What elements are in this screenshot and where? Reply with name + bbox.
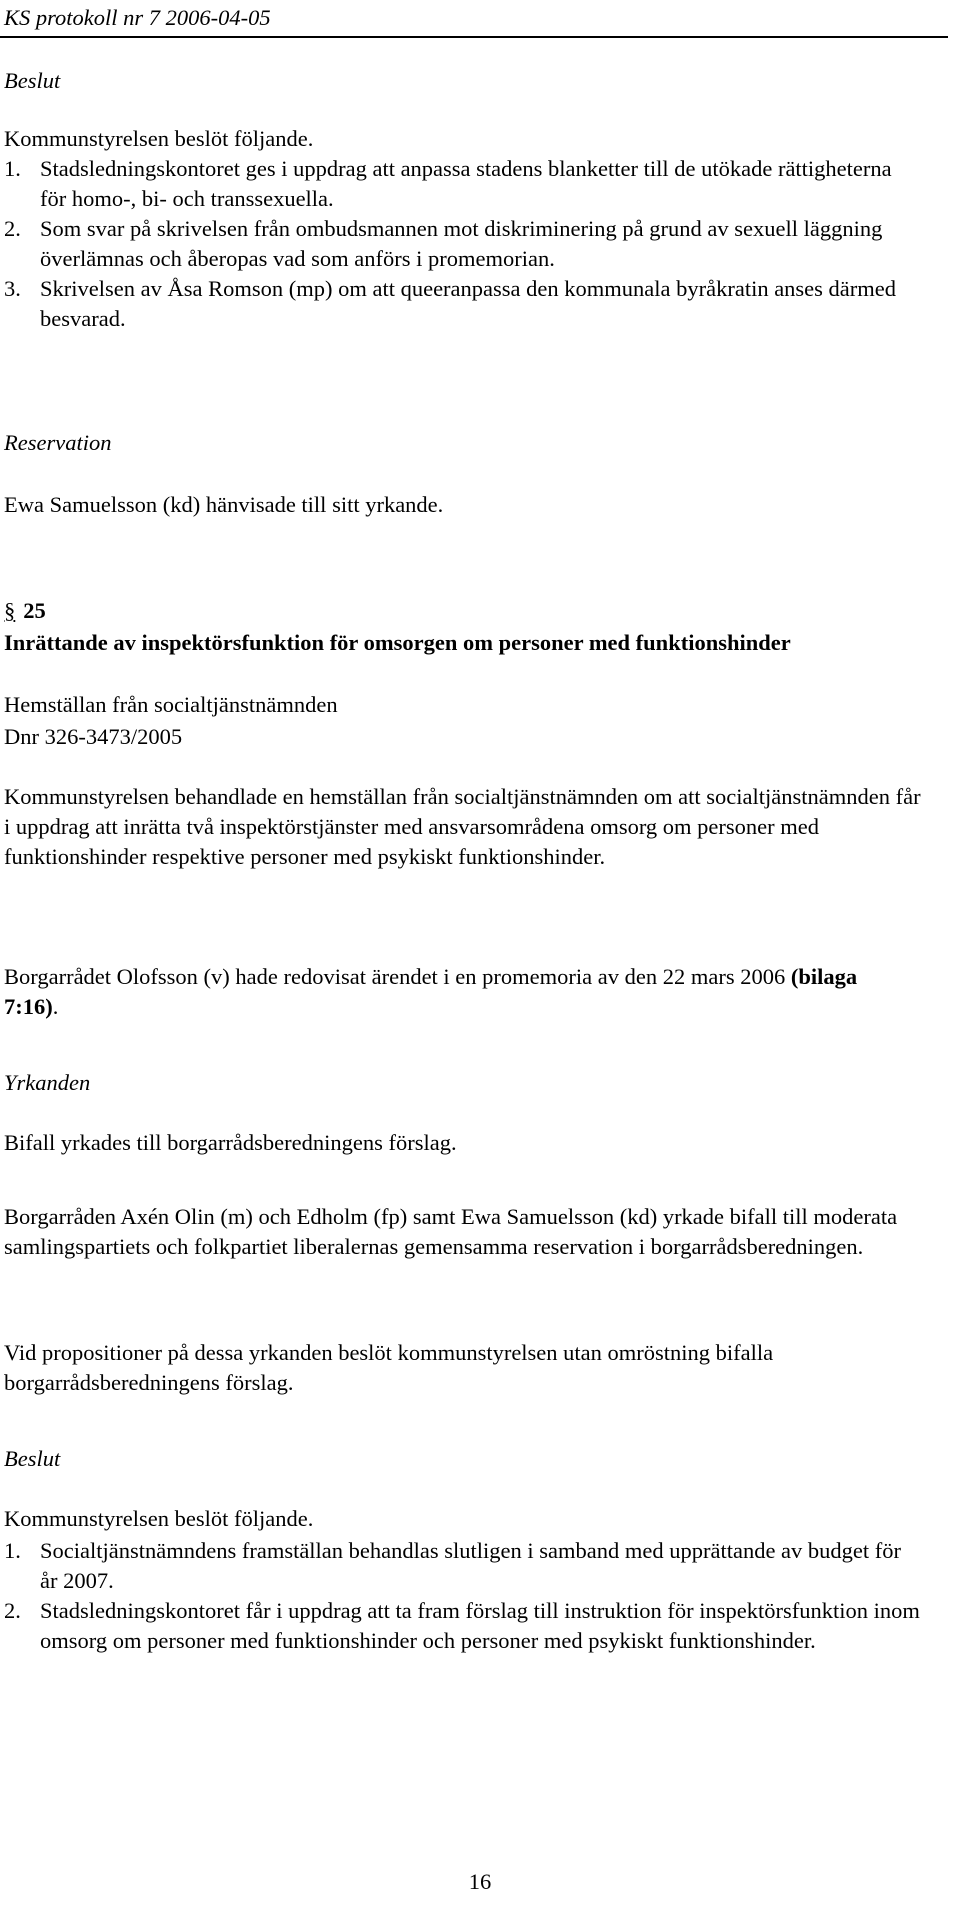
list-item-text: Stadsledningskontoret ges i uppdrag att anpassa stadens blanketter till de utökade rättigheterna för homo-, bi- och transsexuella. (40, 156, 892, 211)
list-item-text: Socialtjänstnämndens framställan behandlas slutligen i samband med upprättande av budget för år 2007. (40, 1538, 902, 1593)
section-number-line (4, 596, 944, 626)
list-item (4, 1596, 924, 1656)
claims-paragraph: Bifall yrkades till borgarrådsberedningens förslag. (4, 1130, 457, 1155)
claims-paragraph: Borgarråden Axén Olin (m) och Edholm (fp) samt Ewa Samuelsson (kd) yrkade bifall till moderata samlingspartiets och folkpartiet liberalernas gemensamma reservation i borgarrådsberedningen. (4, 1204, 898, 1259)
reservation-heading: Reservation (4, 430, 112, 455)
decision-list (4, 154, 904, 334)
decision-heading: Beslut (4, 68, 61, 93)
list-item-number: 1. (4, 156, 21, 181)
decision-intro: Kommunstyrelsen beslöt följande. (4, 1506, 314, 1531)
decision-list (4, 1536, 924, 1656)
decision-heading: Beslut (4, 1446, 61, 1471)
list-item-text: Skrivelsen av Åsa Romson (mp) om att queeranpassa den kommunala byråkratin anses därmed besvarad. (40, 276, 897, 331)
claims-heading: Yrkanden (4, 1070, 91, 1095)
decision-intro: Kommunstyrelsen beslöt följande. (4, 126, 314, 151)
paragraph-end: . (52, 994, 59, 1019)
paragraph-text: Borgarrådet Olofsson (v) hade redovisat ärendet i en promemoria av den 22 mars 2006 (4, 964, 791, 989)
section-dnr: Dnr 326-3473/2005 (4, 724, 183, 749)
attachment-reference: (bilaga 7:16) (4, 964, 858, 1019)
section-subtitle: Hemställan från socialtjänstnämnden (4, 692, 338, 717)
list-item (4, 1536, 924, 1596)
header-divider (0, 36, 948, 38)
list-item-text: Stadsledningskontoret får i uppdrag att ta fram förslag till instruktion för inspektörsfunktion inom omsorg om personer med funktionshinder och personer med psykiskt funktionshinder. (40, 1598, 920, 1653)
list-item (4, 154, 904, 214)
list-item-number: 2. (4, 1598, 21, 1623)
section-title: Inrättande av inspektörsfunktion för omsorgen om personer med funktionshinder (4, 630, 791, 655)
page-header: KS protokoll nr 7 2006-04-05 (4, 5, 271, 30)
body-paragraph (4, 962, 884, 1022)
reservation-text: Ewa Samuelsson (kd) hänvisade till sitt yrkande. (4, 492, 444, 517)
list-item-text: Som svar på skrivelsen från ombudsmannen mot diskriminering på grund av sexuell läggning överlämnas och åberopas vad som anförs i promemorian. (40, 216, 883, 271)
list-item (4, 214, 904, 274)
claims-paragraph: Vid propositioner på dessa yrkanden beslöt kommunstyrelsen utan omröstning bifalla borgarrådsberedningens förslag. (4, 1340, 774, 1395)
section-number: 25 (23, 598, 46, 623)
section-mark: § (4, 598, 16, 623)
list-item-number: 2. (4, 216, 21, 241)
list-item-number: 3. (4, 276, 21, 301)
body-paragraph: Kommunstyrelsen behandlade en hemställan från socialtjänstnämnden om att socialtjänstnämnden får i uppdrag att inrätta två inspektörstjänster med ansvarsområdena omsorg om personer med funktionshinder respektive personer med psykiskt funktionshinder. (4, 784, 921, 869)
list-item (4, 274, 904, 334)
page-number: 16 (468, 1869, 492, 1894)
list-item-number: 1. (4, 1538, 21, 1563)
